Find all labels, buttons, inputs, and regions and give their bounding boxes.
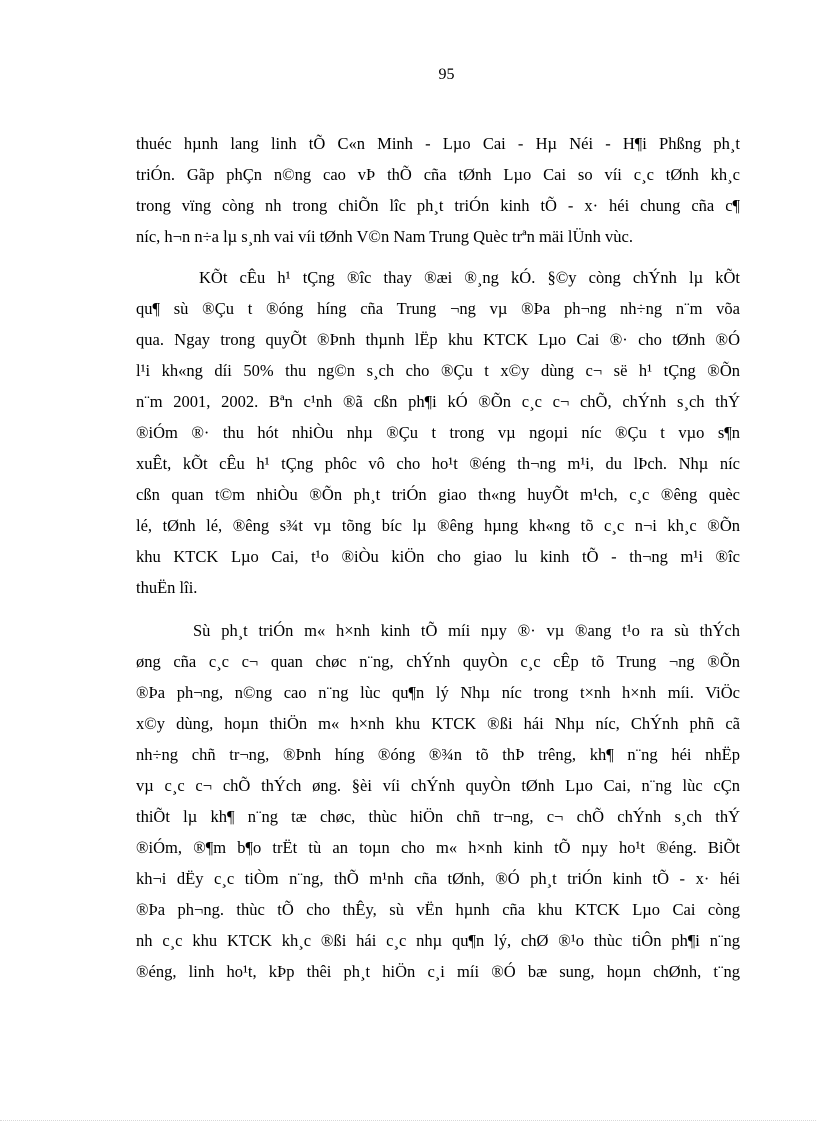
text-line: ®iÓm, ®¶m b¶o trËt tù an toµn cho m« h×nh kinh tÕ nµy ho¹t ®éng. BiÕt (136, 838, 740, 857)
text-line: thiÕt lµ kh¶ n¨ng tæ chøc, thùc hiÖn chñ tr¬ng, c¬ chÕ chÝnh s¸ch thÝ (136, 807, 740, 826)
text-line: khu KTCK Lµo Cai, t¹o ®iÒu kiÖn cho giao lu kinh tÕ - th¬ng m¹i ®îc (136, 547, 740, 566)
paragraph-1 (136, 128, 740, 252)
text-line: ®éng, linh ho¹t, kÞp thêi ph¸t hiÖn c¸i míi ®Ó bæ sung, hoµn chØnh, t¨ng (136, 962, 740, 981)
text-line: ®Þa ph¬ng. thùc tÕ cho thÊy, sù vËn hµnh cña khu KTCK Lµo Cai còng (136, 900, 740, 919)
text-line: øng cña c¸c c¬ quan chøc n¨ng, chÝnh quyÒn c¸c cÊp tõ Trung ¬ng ®Õn (136, 652, 740, 671)
text-line: nh c¸c khu KTCK kh¸c ®ßi hái c¸c nhµ qu¶n lý, chØ ®¹o thùc tiÔn ph¶i n¨ng (136, 931, 740, 950)
page-number: 95 (438, 66, 455, 83)
text-line: l¹i kh«ng díi 50% thu ng©n s¸ch cho ®Çu t x©y dùng c¬ së h¹ tÇng ®Õn (136, 361, 740, 380)
text-line: lé, tØnh lé, ®êng s¾t vµ tõng bíc lµ ®êng hµng kh«ng tõ c¸c n¬i kh¸c ®Õn (136, 516, 740, 535)
text-line: KÕt cÊu h¹ tÇng ®îc thay ®æi ®¸ng kÓ. §©y còng chÝnh lµ kÕt (199, 268, 740, 287)
text-line: trong vïng còng nh trong chiÕn lîc ph¸t triÓn kinh tÕ - x· héi chung cña c¶ (136, 196, 740, 215)
text-line: vµ c¸c c¬ chÕ thÝch øng. §èi víi chÝnh quyÒn tØnh Lµo Cai, n¨ng lùc cÇn (136, 776, 740, 795)
text-line: kh¬i dËy c¸c tiÒm n¨ng, thÕ m¹nh cña tØnh, ®Ó ph¸t triÓn kinh tÕ - x· héi (136, 869, 740, 888)
text-line: cßn quan t©m nhiÒu ®Õn ph¸t triÓn giao th«ng huyÕt m¹ch, c¸c ®êng quèc (136, 485, 740, 504)
text-line: níc, h¬n n÷a lµ s¸nh vai víi tØnh V©n Nam Trung Quèc trªn mäi lÜnh vùc. (136, 227, 633, 246)
page-bottom-divider (0, 1120, 816, 1121)
body-text (136, 128, 740, 987)
text-line: x©y dùng, hoµn thiÖn m« h×nh khu KTCK ®ßi hái Nhµ níc, ChÝnh phñ cã (136, 714, 740, 733)
text-line: xuÊt, kÕt cÊu h¹ tÇng phôc vô cho ho¹t ®éng th¬ng m¹i, du lÞch. Nhµ níc (136, 454, 740, 473)
text-line: triÓn. Gãp phÇn n©ng cao vÞ thÕ cña tØnh Lµo Cai so víi c¸c tØnh kh¸c (136, 165, 740, 184)
text-line: n¨m 2001, 2002. Bªn c¹nh ®ã cßn ph¶i kÓ ®Õn c¸c c¬ chÕ, chÝnh s¸ch thÝ (136, 392, 740, 411)
text-line: qua. Ngay trong quyÕt ®Þnh thµnh lËp khu KTCK Lµo Cai ®· cho tØnh ®Ó (136, 330, 740, 349)
text-line: Sù ph¸t triÓn m« h×nh kinh tÕ míi nµy ®· vµ ®ang t¹o ra sù thÝch (193, 621, 740, 640)
paragraph-3 (136, 615, 740, 987)
text-line: qu¶ sù ®Çu t ®óng híng cña Trung ¬ng vµ ®Þa ph¬ng nh÷ng n¨m võa (136, 299, 740, 318)
text-line: thuËn lîi. (136, 578, 198, 597)
text-line: nh÷ng chñ tr¬ng, ®Þnh híng ®óng ®¾n tõ thÞ trêng, kh¶ n¨ng héi nhËp (136, 745, 740, 764)
text-line: ®iÓm ®· thu hót nhiÒu nhµ ®Çu t trong vµ ngoµi níc ®Çu t vµo s¶n (136, 423, 740, 442)
text-line: ®Þa ph¬ng, n©ng cao n¨ng lùc qu¶n lý Nhµ níc trong t×nh h×nh míi. ViÖc (136, 683, 740, 702)
paragraph-2 (136, 262, 740, 603)
text-line: thuéc hµnh lang linh tÕ C«n Minh - Lµo Cai - Hµ Néi - H¶i Phßng ph¸t (136, 134, 740, 153)
